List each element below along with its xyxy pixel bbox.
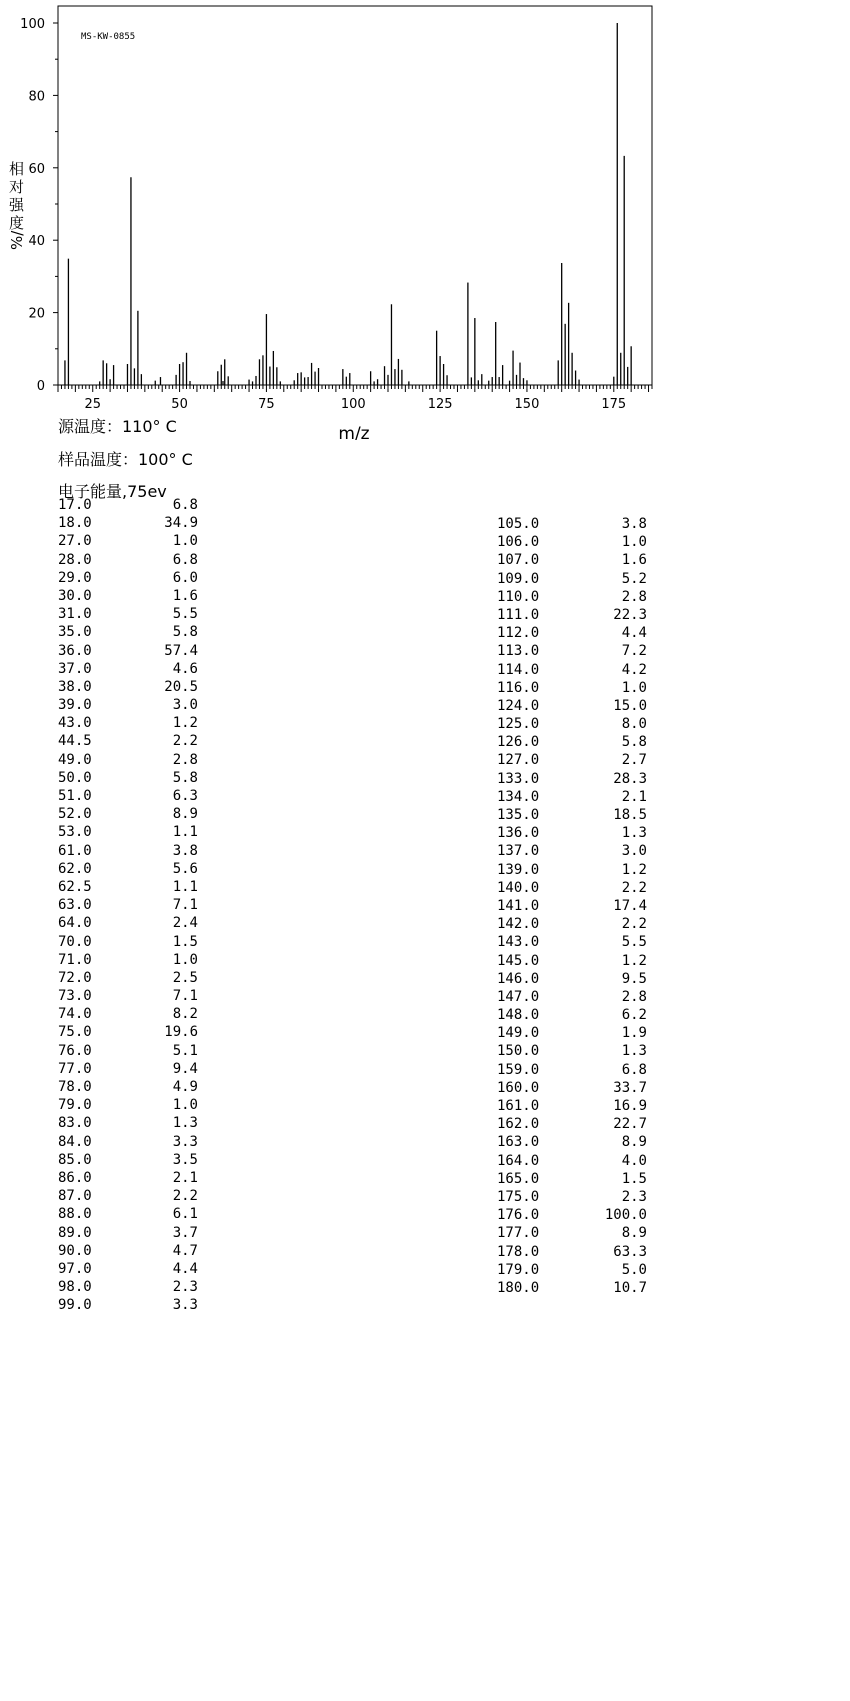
peak-intensity: 5.8 (172, 624, 198, 641)
x-axis-label: m/z (338, 424, 370, 440)
peak-mz: 51.0 (58, 788, 92, 804)
peak-mz: 106.0 (497, 534, 540, 551)
peak-mz: 160.0 (497, 1079, 540, 1096)
peak-mz: 133.0 (497, 770, 540, 787)
peak-intensity: 10.7 (613, 1279, 647, 1296)
peak-intensity: 2.2 (621, 916, 647, 933)
peak-mz: 78.0 (58, 1079, 92, 1095)
peak-mz: 149.0 (497, 1025, 540, 1042)
peak-intensity: 1.3 (172, 1115, 198, 1132)
peak-intensity: 22.7 (613, 1116, 647, 1133)
peak-intensity: 1.5 (621, 1170, 647, 1187)
peak-mz: 44.5 (58, 733, 92, 750)
peak-row (58, 696, 198, 714)
chart-title: MS-KW-0855 (81, 32, 136, 42)
peak-intensity: 18.5 (613, 807, 647, 823)
peak-mz: 125.0 (497, 716, 540, 733)
peak-intensity: 16.9 (613, 1098, 647, 1114)
peak-row (58, 1187, 198, 1205)
y-tick-label: 80 (28, 89, 45, 105)
peak-mz: 84.0 (58, 1133, 92, 1150)
peak-intensity: 5.5 (172, 606, 198, 623)
peak-intensity: 33.7 (613, 1079, 647, 1096)
peak-row (497, 879, 647, 897)
peak-row (58, 1133, 198, 1151)
peak-intensity: 3.5 (172, 1151, 198, 1168)
y-tick-label: 40 (28, 234, 45, 250)
peak-row (58, 805, 198, 823)
peak-intensity: 6.1 (172, 1206, 198, 1223)
peak-intensity: 5.1 (172, 1042, 198, 1059)
peak-mz: 17.0 (58, 497, 92, 513)
peak-row (58, 642, 198, 660)
peak-row (58, 551, 198, 569)
peak-mz: 62.0 (58, 860, 92, 877)
peak-row (58, 914, 198, 932)
peak-intensity: 1.2 (172, 715, 198, 732)
peak-row (58, 1096, 198, 1114)
peak-intensity: 5.8 (621, 734, 647, 751)
peak-mz: 159.0 (497, 1061, 540, 1078)
peak-row (497, 1243, 647, 1261)
peak-mz: 74.0 (58, 1006, 92, 1023)
peak-intensity: 3.7 (172, 1224, 198, 1241)
sample-temperature: 样品温度：100° C (58, 450, 193, 469)
x-axis (58, 385, 652, 412)
peak-mz: 79.0 (58, 1097, 92, 1114)
peak-mz: 124.0 (497, 697, 540, 714)
y-axis-label (8, 160, 26, 250)
peak-mz: 64.0 (58, 915, 92, 932)
peak-intensity: 15.0 (613, 697, 647, 714)
source-temperature: 源温度：110° C (58, 417, 177, 436)
peak-intensity: 20.5 (164, 678, 198, 695)
peak-mz: 72.0 (58, 969, 92, 986)
peak-mz: 87.0 (58, 1188, 92, 1205)
peak-mz: 137.0 (497, 843, 540, 860)
peak-mz: 76.0 (58, 1042, 92, 1059)
peak-intensity: 5.5 (621, 934, 647, 951)
peak-intensity: 6.8 (172, 551, 198, 568)
peak-intensity: 6.8 (621, 1061, 647, 1078)
peak-intensity: 6.2 (621, 1007, 647, 1024)
peak-row (58, 1205, 198, 1223)
plot-frame (58, 6, 652, 385)
peak-mz: 107.0 (497, 552, 540, 569)
peak-intensity: 4.6 (172, 660, 198, 677)
peak-intensity: 3.0 (621, 843, 647, 860)
peak-mz: 163.0 (497, 1134, 540, 1151)
peak-intensity: 1.0 (172, 533, 198, 550)
peak-row (58, 769, 198, 787)
peak-mz: 99.0 (58, 1297, 92, 1314)
peak-intensity: 2.8 (172, 751, 198, 768)
peak-row (497, 915, 647, 933)
peak-intensity: 4.4 (172, 1260, 198, 1277)
peak-mz: 30.0 (58, 587, 92, 604)
peak-mz: 97.0 (58, 1260, 92, 1277)
peak-mz: 38.0 (58, 678, 92, 695)
peak-intensity: 6.3 (172, 788, 198, 804)
peak-intensity: 1.9 (621, 1025, 647, 1042)
peak-mz: 177.0 (497, 1225, 540, 1242)
y-tick-label: 60 (28, 161, 45, 177)
peak-intensity: 2.1 (172, 1169, 198, 1186)
peak-mz: 139.0 (497, 861, 540, 878)
peak-intensity: 4.9 (172, 1079, 198, 1095)
peak-row (58, 951, 198, 969)
peak-row (497, 770, 647, 788)
peak-row (497, 661, 647, 679)
peak-row (497, 842, 647, 860)
peak-mz: 140.0 (497, 879, 540, 896)
peak-mz: 62.5 (58, 878, 92, 895)
peak-row (497, 588, 647, 606)
peak-row (58, 605, 198, 623)
peak-row (497, 642, 647, 660)
peak-mz: 31.0 (58, 606, 92, 623)
peak-mz: 116.0 (497, 679, 540, 696)
x-tick-label: 50 (171, 397, 188, 412)
peak-row (497, 1170, 647, 1188)
peak-row (58, 1114, 198, 1132)
peak-intensity: 2.2 (172, 1188, 198, 1205)
peak-row (58, 1005, 198, 1023)
peak-intensity: 9.4 (172, 1060, 198, 1077)
peak-mz: 75.0 (58, 1024, 92, 1041)
peak-row (497, 1006, 647, 1024)
peak-mz: 52.0 (58, 806, 92, 823)
peak-mz: 164.0 (497, 1152, 540, 1169)
peak-mz: 146.0 (497, 970, 540, 987)
peak-intensity: 1.0 (621, 679, 647, 696)
x-tick-label: 125 (427, 397, 453, 412)
peak-row (497, 1024, 647, 1042)
peak-mz: 36.0 (58, 642, 92, 659)
peak-mz: 50.0 (58, 769, 92, 786)
peak-row (58, 933, 198, 951)
peak-mz: 77.0 (58, 1060, 92, 1077)
peak-intensity: 2.4 (172, 915, 198, 932)
peak-mz: 98.0 (58, 1279, 92, 1296)
peak-row (58, 969, 198, 987)
peak-mz: 143.0 (497, 934, 540, 951)
peak-mz: 71.0 (58, 951, 92, 968)
peak-row (497, 551, 647, 569)
peak-intensity: 3.3 (172, 1297, 198, 1314)
peak-mz: 145.0 (497, 952, 540, 969)
peak-row (497, 1097, 647, 1115)
peak-intensity: 1.6 (172, 587, 198, 604)
peak-row (497, 988, 647, 1006)
peak-row (58, 1042, 198, 1060)
peak-row (58, 569, 198, 587)
x-tick-label: 175 (601, 397, 627, 412)
peak-row (58, 1296, 198, 1314)
peak-row (58, 1260, 198, 1278)
peak-mz: 180.0 (497, 1279, 540, 1296)
peak-mz: 35.0 (58, 624, 92, 641)
y-tick-label: 0 (36, 379, 45, 394)
peak-intensity: 34.9 (164, 515, 198, 532)
y-label-char: 相 (9, 160, 25, 178)
peak-intensity: 17.4 (613, 897, 647, 914)
peak-row (497, 1042, 647, 1060)
peak-intensity: 1.0 (172, 1097, 198, 1114)
peak-mz: 126.0 (497, 734, 540, 751)
peak-row (497, 1133, 647, 1151)
peak-row (58, 823, 198, 841)
peak-intensity: 6.8 (172, 497, 198, 513)
peak-row (58, 1060, 198, 1078)
peak-row (497, 1279, 647, 1297)
peak-mz: 179.0 (497, 1261, 540, 1278)
peak-intensity: 2.2 (172, 733, 198, 750)
peak-bars (65, 23, 631, 385)
peak-intensity: 6.0 (172, 569, 198, 586)
peak-mz: 61.0 (58, 842, 92, 859)
peak-row (497, 897, 647, 915)
peak-row (58, 732, 198, 750)
peak-mz: 147.0 (497, 988, 540, 1005)
peak-mz: 127.0 (497, 752, 540, 769)
peak-intensity: 22.3 (613, 606, 647, 623)
peak-intensity: 57.4 (164, 642, 198, 659)
peak-row (58, 987, 198, 1005)
peak-row (58, 1224, 198, 1242)
peak-row (497, 952, 647, 970)
peak-row (58, 587, 198, 605)
peak-mz: 43.0 (58, 715, 92, 732)
peak-row (58, 532, 198, 550)
peak-intensity: 1.2 (621, 952, 647, 969)
peak-row (58, 787, 198, 805)
peak-mz: 70.0 (58, 933, 92, 950)
y-tick-label: 20 (28, 306, 45, 322)
peak-row (497, 570, 647, 588)
peak-row (497, 970, 647, 988)
y-tick-label: 100 (20, 17, 45, 32)
peak-intensity: 1.0 (621, 534, 647, 551)
peak-row (497, 824, 647, 842)
peak-intensity: 8.9 (621, 1134, 647, 1151)
x-tick-label: 100 (340, 397, 366, 412)
peak-intensity: 2.7 (621, 752, 647, 769)
y-label-char: 度 (9, 214, 25, 232)
peak-intensity: 1.1 (172, 878, 198, 895)
peak-intensity: 4.7 (172, 1242, 198, 1259)
peak-mz: 114.0 (497, 661, 540, 678)
peak-intensity: 5.0 (621, 1261, 647, 1278)
peak-mz: 135.0 (497, 807, 540, 823)
peak-mz: 141.0 (497, 897, 540, 914)
peak-intensity: 2.5 (172, 969, 198, 986)
peak-intensity: 1.5 (172, 933, 198, 950)
peak-mz: 37.0 (58, 660, 92, 677)
peak-mz: 161.0 (497, 1098, 540, 1114)
peak-intensity: 2.3 (621, 1188, 647, 1205)
peak-row (58, 1023, 198, 1041)
peak-row (497, 861, 647, 879)
mass-spectrum-chart (0, 0, 850, 440)
peak-table-left (58, 496, 198, 1314)
peak-intensity: 3.8 (172, 842, 198, 859)
x-tick-label: 25 (84, 397, 102, 412)
peak-mz: 176.0 (497, 1207, 540, 1224)
peak-intensity: 4.2 (621, 661, 647, 678)
peak-mz: 142.0 (497, 916, 540, 933)
peak-intensity: 1.3 (621, 825, 647, 842)
peak-row (497, 533, 647, 551)
peak-row (497, 733, 647, 751)
peak-mz: 178.0 (497, 1243, 540, 1260)
peak-row (58, 1278, 198, 1296)
y-label-char: 强 (9, 196, 25, 214)
peak-mz: 27.0 (58, 533, 92, 550)
peak-intensity: 4.0 (621, 1152, 647, 1169)
peak-mz: 150.0 (497, 1043, 540, 1060)
peak-row (58, 751, 198, 769)
peak-intensity: 5.6 (172, 860, 198, 877)
peak-intensity: 5.8 (172, 769, 198, 786)
peak-mz: 63.0 (58, 897, 92, 914)
peak-row (497, 606, 647, 624)
peak-row (58, 1151, 198, 1169)
peak-intensity: 8.2 (172, 1006, 198, 1023)
peak-mz: 105.0 (497, 516, 540, 532)
y-label-unit: %/ (8, 230, 26, 250)
peak-mz: 162.0 (497, 1116, 540, 1133)
peak-row (497, 624, 647, 642)
peak-intensity: 1.0 (172, 951, 198, 968)
peak-row (497, 788, 647, 806)
peak-intensity: 1.6 (621, 552, 647, 569)
peak-mz: 136.0 (497, 825, 540, 842)
peak-mz: 90.0 (58, 1242, 92, 1259)
peak-row (58, 623, 198, 641)
peak-row (497, 1261, 647, 1279)
peak-intensity: 5.2 (621, 570, 647, 587)
peak-row (497, 1224, 647, 1242)
peak-intensity: 4.4 (621, 625, 647, 642)
peak-row (497, 1061, 647, 1079)
peak-row (58, 678, 198, 696)
peak-intensity: 100.0 (604, 1207, 647, 1224)
peak-row (58, 496, 198, 514)
peak-row (58, 896, 198, 914)
peak-mz: 148.0 (497, 1007, 540, 1024)
peak-mz: 175.0 (497, 1188, 540, 1205)
x-tick-label: 75 (258, 397, 275, 412)
electron-energy: 电子能量,75ev (58, 482, 167, 501)
peak-mz: 88.0 (58, 1206, 92, 1223)
peak-mz: 110.0 (497, 588, 540, 605)
peak-intensity: 2.1 (621, 788, 647, 805)
peak-intensity: 8.9 (172, 806, 198, 823)
peak-mz: 85.0 (58, 1151, 92, 1168)
peak-intensity: 2.2 (621, 879, 647, 896)
peak-mz: 18.0 (58, 515, 92, 532)
peak-intensity: 19.6 (164, 1024, 198, 1041)
peak-intensity: 1.1 (172, 824, 198, 841)
peak-row (497, 806, 647, 824)
y-label-char: 对 (9, 178, 25, 196)
peak-row (497, 515, 647, 533)
peak-mz: 89.0 (58, 1224, 92, 1241)
peak-row (497, 1152, 647, 1170)
peak-row (58, 660, 198, 678)
peak-row (58, 1078, 198, 1096)
peak-row (58, 1242, 198, 1260)
peak-row (497, 715, 647, 733)
peak-intensity: 7.2 (621, 643, 647, 660)
peak-row (58, 860, 198, 878)
peak-intensity: 7.1 (172, 988, 198, 1005)
peak-mz: 73.0 (58, 988, 92, 1005)
peak-mz: 165.0 (497, 1170, 540, 1187)
peak-mz: 112.0 (497, 625, 540, 642)
peak-row (58, 878, 198, 896)
peak-mz: 28.0 (58, 551, 92, 568)
peak-intensity: 3.3 (172, 1133, 198, 1150)
peak-mz: 134.0 (497, 788, 540, 805)
peak-row (497, 933, 647, 951)
peak-mz: 113.0 (497, 643, 540, 660)
peak-intensity: 1.3 (621, 1043, 647, 1060)
peak-row (58, 842, 198, 860)
peak-mz: 86.0 (58, 1169, 92, 1186)
peak-intensity: 8.0 (621, 716, 647, 733)
peak-table-right (497, 515, 647, 1297)
peak-mz: 49.0 (58, 751, 92, 768)
peak-intensity: 7.1 (172, 897, 198, 914)
y-axis (20, 17, 58, 394)
peak-mz: 109.0 (497, 570, 540, 587)
peak-intensity: 8.9 (621, 1225, 647, 1242)
x-tick-label: 150 (514, 397, 540, 412)
peak-intensity: 1.2 (621, 861, 647, 878)
peak-intensity: 3.0 (172, 697, 198, 714)
peak-row (58, 714, 198, 732)
peak-row (58, 514, 198, 532)
peak-row (497, 679, 647, 697)
peak-mz: 39.0 (58, 697, 92, 714)
peak-intensity: 63.3 (613, 1243, 647, 1260)
peak-mz: 83.0 (58, 1115, 92, 1132)
peak-mz: 111.0 (497, 606, 540, 623)
peak-row (497, 751, 647, 769)
peak-intensity: 2.8 (621, 988, 647, 1005)
peak-mz: 53.0 (58, 824, 92, 841)
peak-row (497, 1206, 647, 1224)
peak-intensity: 2.8 (621, 588, 647, 605)
peak-row (58, 1169, 198, 1187)
peak-row (497, 1079, 647, 1097)
peak-intensity: 9.5 (621, 970, 647, 987)
peak-row (497, 1188, 647, 1206)
peak-intensity: 3.8 (621, 516, 647, 532)
peak-mz: 29.0 (58, 569, 92, 586)
peak-intensity: 28.3 (613, 770, 647, 787)
peak-row (497, 1115, 647, 1133)
peak-intensity: 2.3 (172, 1279, 198, 1296)
peak-row (497, 697, 647, 715)
